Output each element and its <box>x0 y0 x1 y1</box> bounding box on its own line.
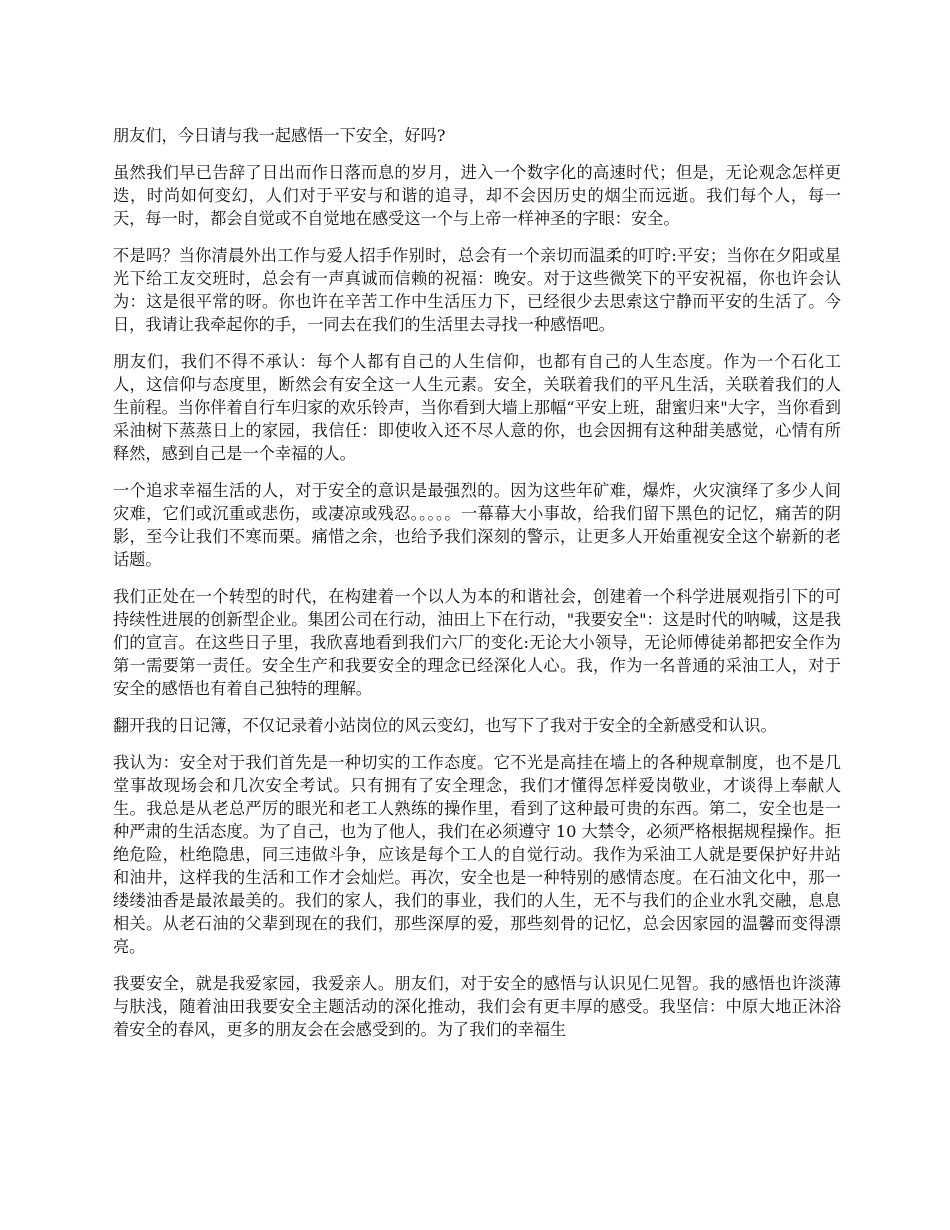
paragraph-9: 我要安全，就是我爱家园，我爱亲人。朋友们，对于安全的感悟与认识见仁见智。我的感悟也许淡薄与肤浅，随着油田我要安全主题活动的深化推动，我们会有更丰厚的感受。我坚信：中原大地正沐浴着安全的春风，更多的朋友会在会感受到的。为了我们的幸福生 <box>113 974 841 1039</box>
paragraph-7: 翻开我的日记簿，不仅记录着小站岗位的风云变幻，也写下了我对于安全的全新感受和认识。 <box>113 716 777 735</box>
paragraph-3: 不是吗？当你清晨外出工作与爱人招手作别时，总会有一个亲切而温柔的叮咛:平安；当你在夕阳或星光下给工友交班时，总会有一声真诚而信赖的祝福：晚安。对于这些微笑下的平安祝福，你也许会认为：这是很平常的呀。你也许在辛苦工作中生活压力下，已经很少去思索这宁静而平安的生活了。今日，我请让我牵起你的手，一同去在我们的生活里去寻找一种感悟吧。 <box>113 246 841 334</box>
paragraph-5: 一个追求幸福生活的人，对于安全的意识是最强烈的。因为这些年矿难，爆炸，火灾演绎了多少人间灾难，它们或沉重或悲伤，或凄凉或残忍。。。。。一幕幕大小事故，给我们留下黑色的记忆，痛苦的阴影，至今让我们不寒而栗。痛惜之余，也给予我们深刻的警示，让更多人开始重视安全这个崭新的老话题。 <box>113 481 841 569</box>
paragraph-2: 虽然我们早已告辞了日出而作日落而息的岁月，进入一个数字化的高速时代；但是，无论观念怎样更迭，时尚如何变幻，人们对于平安与和谐的追寻，却不会因历史的烟尘而远逝。我们每个人，每一天，每一时，都会自觉或不自觉地在感受这一个与上帝一样神圣的字眼：安全。 <box>113 163 841 228</box>
paragraph-1: 朋友们，今日请与我一起感悟一下安全，好吗? <box>113 126 446 145</box>
document-body <box>113 124 841 1055</box>
paragraph-4: 朋友们，我们不得不承认：每个人都有自己的人生信仰，也都有自己的人生态度。作为一个石化工人，这信仰与态度里，断然会有安全这一人生元素。安全，关联着我们的平凡生活，关联着我们的人生前程。当你伴着自行车归家的欢乐铃声，当你看到大墙上那幅“平安上班，甜蜜归来"大字，当你看到采油树下蒸蒸日上的家园，我信任：即使收入还不尽人意的你，也会因拥有这种甜美感觉，心情有所释然，感到自己是一个幸福的人。 <box>113 352 841 463</box>
paragraph-8: 我认为：安全对于我们首先是一种切实的工作态度。它不光是高挂在墙上的各种规章制度，也不是几堂事故现场会和几次安全考试。只有拥有了安全理念，我们才懂得怎样爱岗敬业，才谈得上奉献人生。我总是从老总严厉的眼光和老工人熟练的操作里，看到了这种最可贵的东西。第二，安全也是一种严肃的生活态度。为了自己，也为了他人，我们在必须遵守 10 大禁令，必须严格根据规程操作。拒绝危险，杜绝隐患，同三违做斗争，应该是每个工人的自觉行动。我作为采油工人就是要保护好井站和油井，这样我的生活和工作才会灿烂。再次，安全也是一种特别的感情态度。在石油文化中，那一缕缕油香是最浓最美的。我们的家人，我们的事业，我们的人生，无不与我们的企业水乳交融，息息相关。从老石油的父辈到现在的我们，那些深厚的爱，那些刻骨的记忆，总会因家园的温馨而变得漂亮。 <box>113 753 841 956</box>
paragraph-6: 我们正处在一个转型的时代，在构建着一个以人为本的和谐社会，创建着一个科学进展观指引下的可持续性进展的创新型企业。集团公司在行动，油田上下在行动，"我要安全"：这是时代的呐喊，这是我们的宣言。在这些日子里，我欣喜地看到我们六厂的变化:无论大小领导，无论师傅徒弟都把安全作为第一需要第一责任。安全生产和我要安全的理念已经深化人心。我，作为一名普通的采油工人，对于安全的感悟也有着自己独特的理解。 <box>113 587 841 698</box>
